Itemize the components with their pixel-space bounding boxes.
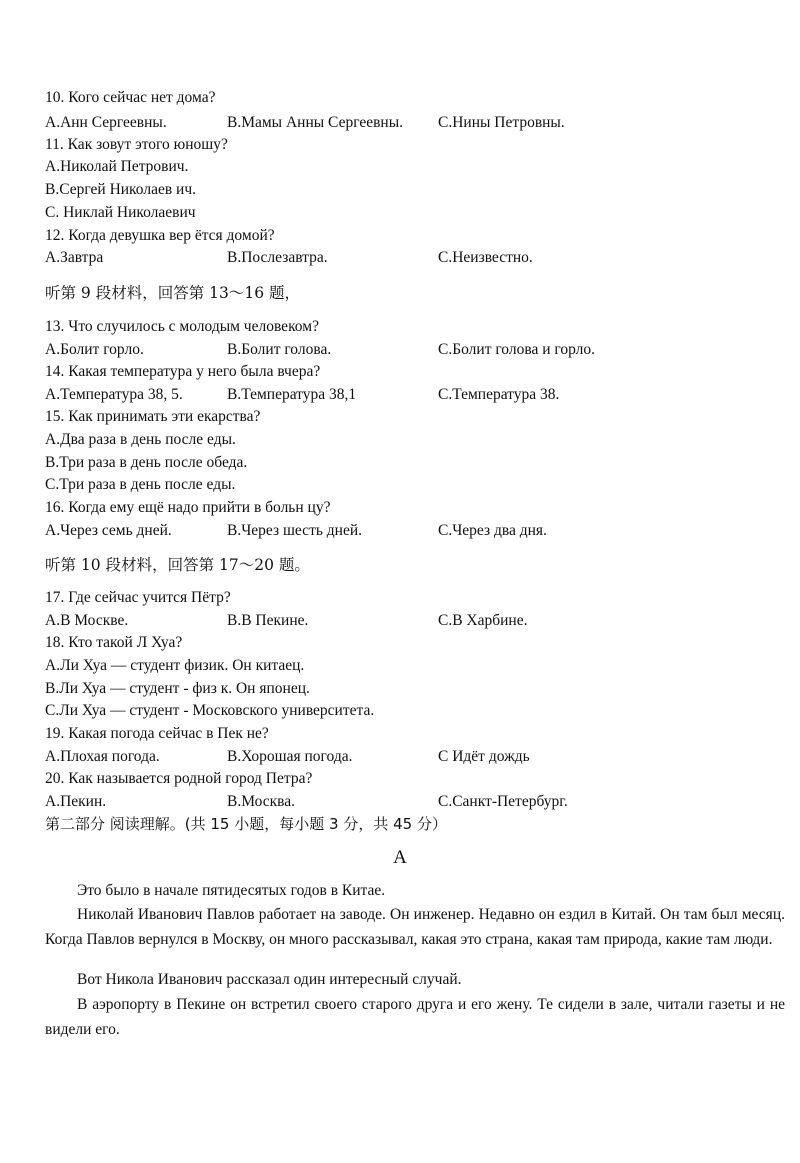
question-15: 15. Как принимать эти екарства?: [45, 408, 261, 425]
option-c: С.Ли Хуа — студент - Московского университета.: [45, 702, 375, 719]
paragraph-4: В аэропорту в Пекине он встретил своего старого друга и его жену. Те сидели в зале, читали газеты и не видели его.: [45, 996, 785, 1038]
option-c: С.Болит голова и горло.: [438, 341, 596, 358]
question-19: 19. Какая погода сейчас в Пек не?: [45, 725, 269, 742]
option-c: С.Через два дня.: [438, 522, 547, 539]
option-a: А.Плохая погода.: [45, 748, 160, 765]
option-a: А.Николай Петрович.: [45, 158, 189, 175]
option-b: В.Послезавтра.: [227, 249, 328, 266]
answer-row-12: [45, 248, 785, 268]
question-10: 10. Кого сейчас нет дома?: [45, 89, 216, 106]
answer-row-17: [45, 611, 785, 631]
answer-row-10: [45, 113, 785, 133]
option-b: В.Температура 38,1: [227, 386, 357, 403]
answer-row-14: [45, 385, 785, 405]
option-b: В.Ли Хуа — студент - физ к. Он японец.: [45, 680, 310, 697]
answer-row-19: [45, 747, 785, 767]
option-c: С.Нины Петровны.: [438, 114, 565, 131]
option-b: В.Через шесть дней.: [227, 522, 363, 539]
option-a: А.Два раза в день после еды.: [45, 431, 236, 448]
option-a: А.Завтра: [45, 249, 104, 266]
option-a: А.Пекин.: [45, 793, 107, 810]
paragraph-3: Вот Никола Иванович рассказал один интересный случай.: [77, 971, 462, 988]
question-18: 18. Кто такой Л Хуа?: [45, 634, 183, 651]
section-heading-10: 听第 10 段材料，回答第 17～20 题。: [45, 556, 310, 574]
option-a: А.Анн Сергеевны.: [45, 114, 167, 131]
option-c: С.Три раза в день после еды.: [45, 476, 236, 493]
option-b: В.Москва.: [227, 793, 296, 810]
answer-row-13: [45, 340, 785, 360]
answer-row-20: [45, 792, 785, 812]
question-16: 16. Когда ему ещё надо прийти в больн цу?: [45, 499, 331, 516]
question-20: 20. Как называется родной город Петра?: [45, 770, 313, 787]
paragraph-1: Это было в начале пятидесятых годов в Китае.: [77, 882, 386, 899]
paragraph-2: Николай Иванович Павлов работает на заводе. Он инженер. Недавно он ездил в Китай. Он там был месяц. Когда Павлов вернулся в Москву, он много рассказывал, какая это страна, какая там природа, какие там люди.: [45, 906, 785, 948]
text-letter-heading: А: [393, 847, 407, 868]
option-b: В.Мамы Анны Сергеевны.: [227, 114, 404, 131]
question-11: 11. Как зовут этого юношу?: [45, 136, 228, 153]
question-14: 14. Какая температура у него была вчера?: [45, 363, 321, 380]
option-a: А.Через семь дней.: [45, 522, 172, 539]
option-c: С.Санкт-Петербург.: [438, 793, 568, 810]
question-12: 12. Когда девушка вер ётся домой?: [45, 227, 275, 244]
option-c: С.Температура 38.: [438, 386, 560, 403]
option-a: А.Температура 38, 5.: [45, 386, 183, 403]
option-b: В.Три раза в день после обеда.: [45, 454, 248, 471]
option-b: В.Хорошая погода.: [227, 748, 353, 765]
section-heading-9: 听第 9 段材料，回答第 13～16 题，: [45, 284, 301, 302]
option-b: В.Сергей Николаев ич.: [45, 181, 197, 198]
option-c: С.Неизвестно.: [438, 249, 533, 266]
option-b: В.В Пекине.: [227, 612, 309, 629]
option-c: С.В Харбине.: [438, 612, 528, 629]
option-a: А.В Москве.: [45, 612, 129, 629]
option-b: В.Болит голова.: [227, 341, 332, 358]
answer-row-16: [45, 521, 785, 541]
option-c: С Идёт дождь: [438, 748, 530, 765]
option-a: А.Болит горло.: [45, 341, 144, 358]
part-two-heading: 第二部分 阅读理解。(共 15 小题，每小题 3 分，共 45 分）: [45, 815, 447, 833]
option-c: С. Никлай Николаевич: [45, 204, 196, 221]
option-a: А.Ли Хуа — студент физик. Он китаец.: [45, 657, 305, 674]
question-13: 13. Что случилось с молодым человеком?: [45, 318, 319, 335]
question-17: 17. Где сейчас учится Пётр?: [45, 589, 231, 606]
